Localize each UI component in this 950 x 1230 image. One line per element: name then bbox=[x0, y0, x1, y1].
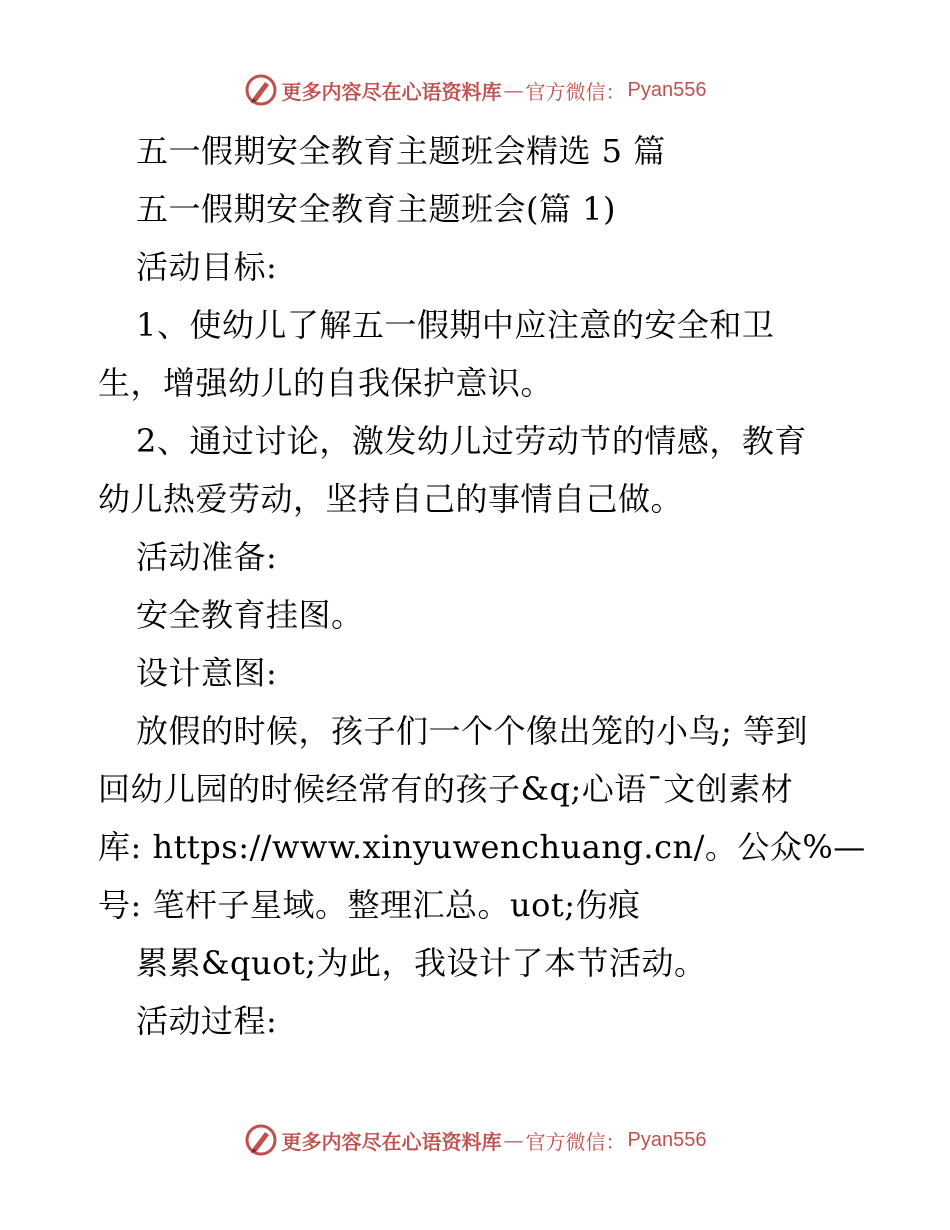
watermark-dash: — bbox=[503, 78, 524, 102]
pen-logo-icon bbox=[244, 1123, 278, 1157]
watermark-official-label: 官方微信： bbox=[525, 79, 626, 104]
footer-watermark bbox=[0, 1120, 950, 1160]
paragraph-line: 2、通过讨论，激发幼儿过劳动节的情感，教育 bbox=[136, 422, 807, 460]
header-watermark bbox=[0, 70, 950, 110]
paragraph-line: 1、使幼儿了解五一假期中应注意的安全和卫 bbox=[136, 306, 775, 344]
document-body bbox=[98, 122, 866, 1050]
subheading-design-intent: 设计意图: bbox=[136, 654, 278, 692]
paragraph-line: 安全教育挂图。 bbox=[136, 596, 364, 634]
subheading-goals: 活动目标: bbox=[136, 248, 278, 286]
paragraph-line: 幼儿热爱劳动，坚持自己的事情自己做。 bbox=[98, 480, 684, 518]
paragraph-line: 累累&quot;为此，我设计了本节活动。 bbox=[136, 944, 707, 982]
paragraph-line: 号: 笔杆子星域。整理汇总。uot;伤痕 bbox=[98, 886, 641, 924]
subheading-preparation: 活动准备: bbox=[136, 538, 278, 576]
paragraph-line: 库: https://www.xinyuwenchuang.cn/。公众%— bbox=[98, 828, 866, 866]
watermark-dash: — bbox=[503, 1128, 524, 1152]
paragraph-line: 放假的时候，孩子们一个个像出笼的小鸟; 等到 bbox=[136, 712, 808, 750]
paragraph-line: 回幼儿园的时候经常有的孩子&q;心语¯文创素材 bbox=[98, 770, 794, 808]
watermark-wechat-id: Pyan556 bbox=[627, 1128, 707, 1151]
document-title: 五一假期安全教育主题班会精选 5 篇 bbox=[136, 132, 666, 170]
watermark-official-label: 官方微信： bbox=[525, 1129, 626, 1154]
watermark-wechat-id: Pyan556 bbox=[627, 78, 707, 101]
subheading-process: 活动过程: bbox=[136, 1002, 278, 1040]
watermark-brand-text: 更多内容尽在心语资料库 bbox=[281, 1129, 502, 1154]
pen-logo-icon bbox=[244, 73, 278, 107]
section-heading: 五一假期安全教育主题班会(篇 1) bbox=[136, 190, 617, 228]
watermark-brand-text: 更多内容尽在心语资料库 bbox=[281, 79, 502, 104]
paragraph-line: 生，增强幼儿的自我保护意识。 bbox=[98, 364, 554, 402]
